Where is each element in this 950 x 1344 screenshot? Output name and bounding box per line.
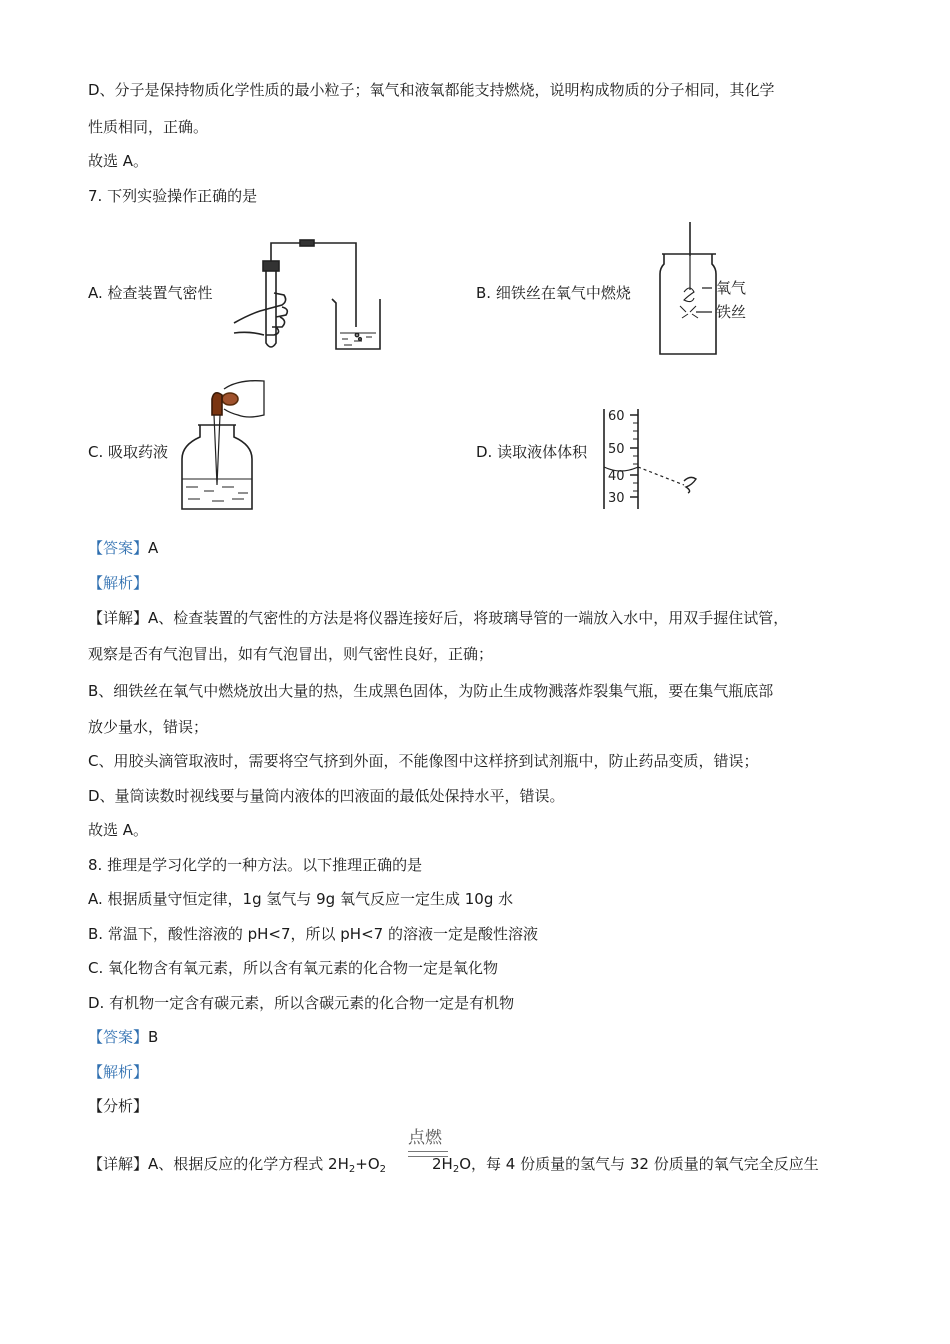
q7-detail-b-line2: 放少量水，错误； [88,718,209,736]
q8-stem: 8. 推理是学习化学的一种方法。以下推理正确的是 [88,856,423,874]
reaction-condition: 点燃 [408,1128,442,1148]
q8-option-b: B. 常温下，酸性溶液的 pH<7，所以 pH<7 的溶液一定是酸性溶液 [88,925,538,943]
q8-analysis-sub: 【分析】 [88,1097,149,1115]
q6-choose: 故选 A。 [88,152,149,170]
q8-option-a: A. 根据质量守恒定律，1g 氢气与 9g 氧气反应一定生成 10g 水 [88,890,514,908]
q8-option-c: C. 氧化物含有氧元素，所以含有氧元素的化合物一定是氧化物 [88,959,499,977]
q7-detail-a-line1: 【详解】A、检查装置的气密性的方法是将仪器连接好后，将玻璃导管的一端放入水中，用双手握住试管， [88,609,789,627]
q8-detail-line1: 【详解】A、根据反应的化学方程式 $2H_2+O_2$ $2H_2O$，每 4 份质量的氢气与 32 份质量的氧气完全反应生 [88,1155,819,1175]
label-iron-wire: 铁丝 [716,303,747,321]
figure-cylinder-reading [600,405,710,513]
q7-analysis-tag: 【解析】 [88,574,149,592]
label-oxygen: 氧气 [716,279,747,297]
figure-airtightness-check [230,235,390,355]
tick-60: 60 [608,409,625,424]
q7-option-a: A. 检查装置气密性 [88,284,213,302]
tick-50: 50 [608,442,625,457]
q7-stem: 7. 下列实验操作正确的是 [88,187,258,205]
q7-detail-b-line1: B、细铁丝在氧气中燃烧放出大量的热，生成黑色固体，为防止生成物溅落炸裂集气瓶，要在集气瓶底部 [88,682,774,700]
q7-option-d: D. 读取液体体积 [476,443,588,461]
q7-answer: 【答案】A [88,539,159,557]
tick-40: 40 [608,469,625,484]
q7-choose: 故选 A。 [88,821,149,839]
tick-30: 30 [608,491,625,506]
q8-answer: 【答案】B [88,1028,159,1046]
q7-detail-c: C、用胶头滴管取液时，需要将空气挤到外面，不能像图中这样挤到试剂瓶中，防止药品变质，错误； [88,752,759,770]
figure-dropper [178,375,270,510]
q8-option-d: D. 有机物一定含有碳元素，所以含碳元素的化合物一定是有机物 [88,994,515,1012]
q7-detail-d: D、量筒读数时视线要与量筒内液体的凹液面的最低处保持水平，错误。 [88,787,565,805]
q6-option-d-line1: D、分子是保持物质化学性质的最小粒子；氧气和液氧都能支持燃烧，说明构成物质的分子相同，其化学 [88,81,775,99]
q8-analysis-tag: 【解析】 [88,1063,149,1081]
q7-option-b: B. 细铁丝在氧气中燃烧 [476,284,631,302]
q6-option-d-line2: 性质相同，正确。 [88,118,209,136]
q7-option-c: C. 吸取药液 [88,443,169,461]
q7-detail-a-line2: 观察是否有气泡冒出，如有气泡冒出，则气密性良好，正确； [88,645,494,663]
figure-iron-wire-burning [650,220,770,360]
